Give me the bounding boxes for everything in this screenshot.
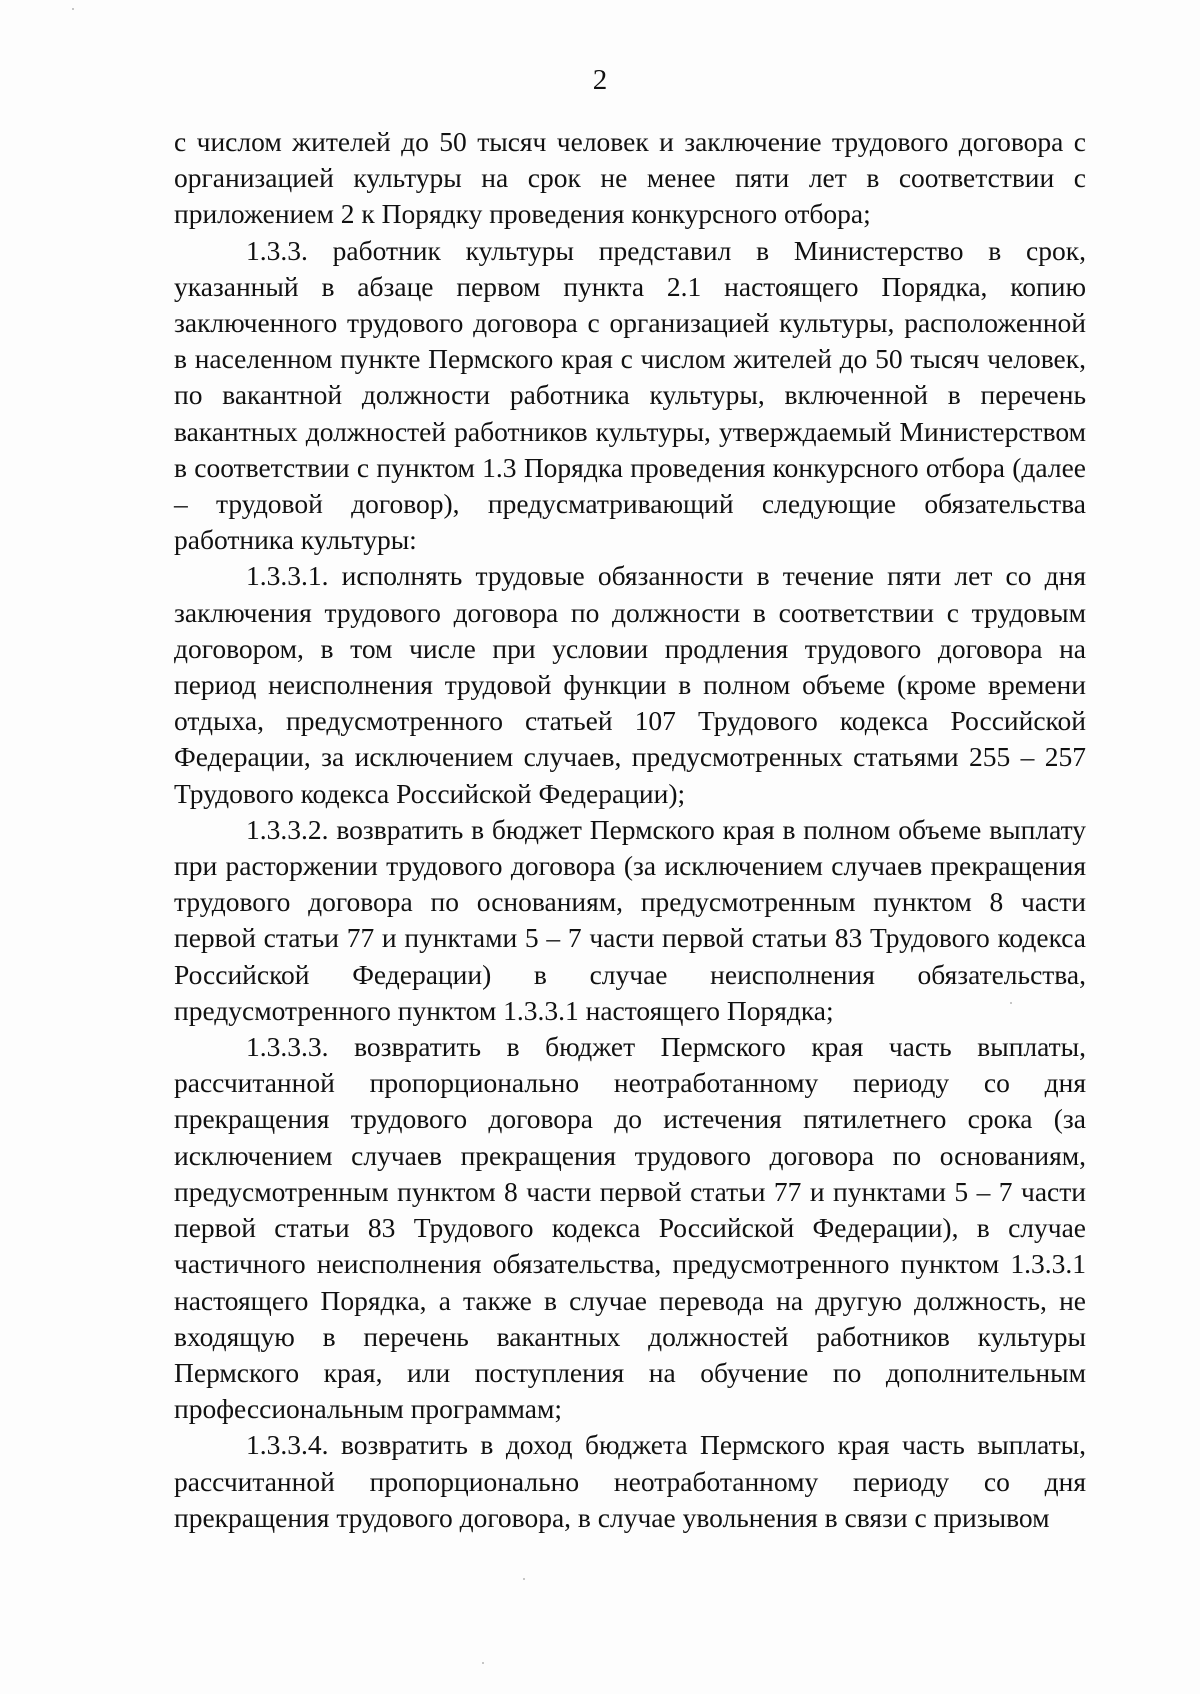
paragraph-continuation: с числом жителей до 50 тысяч человек и заключение трудового договора с организацией культуры на срок не менее пяти лет в соответствии с приложением 2 к Порядку проведения конкурсного отбора; [174, 126, 1086, 230]
scan-speck [523, 1578, 525, 1580]
scan-speck [1010, 1002, 1012, 1004]
document-body [174, 124, 1086, 1536]
paragraph-1-3-3-4: 1.3.3.4. возвратить в доход бюджета Пермского края часть выплаты, рассчитанной пропорционально неотработанному периоду со дня прекращения трудового договора, в случае увольнения в связи с призывом [174, 1429, 1086, 1533]
scan-speck [482, 1662, 484, 1664]
scan-speck [72, 8, 74, 10]
paragraph-1-3-3-3: 1.3.3.3. возвратить в бюджет Пермского края часть выплаты, рассчитанной пропорционально неотработанному периоду со дня прекращения трудового договора до истечения пятилетнего срока (за исключением случаев прекращения трудового договора по основаниям, предусмотренным пунктом 8 части первой статьи 77 и пунктами 5 – 7 части первой статьи 83 Трудового кодекса Российской Федерации), в случае частичного неисполнения обязательства, предусмотренного пунктом 1.3.3.1 настоящего Порядка, а также в случае перевода на другую должность, не входящую в перечень вакантных должностей работников культуры Пермского края, или поступления на обучение по дополнительным профессиональным программам; [174, 1031, 1086, 1425]
page-number: 2 [592, 64, 608, 96]
paragraph-1-3-3-2: 1.3.3.2. возвратить в бюджет Пермского края в полном объеме выплату при расторжении трудового договора (за исключением случаев прекращения трудового договора по основаниям, предусмотренным пунктом 8 части первой статьи 77 и пунктами 5 – 7 части первой статьи 83 Трудового кодекса Российской Федерации) в случае неисполнения обязательства, предусмотренного пунктом 1.3.3.1 настоящего Порядка; [174, 813, 1086, 1026]
paragraph-1-3-3-1: 1.3.3.1. исполнять трудовые обязанности в течение пяти лет со дня заключения трудового договора по должности в соответствии с трудовым договором, в том числе при условии продления трудового договора на период неисполнения трудовой функции в полном объеме (кроме времени отдыха, предусмотренного статьей 107 Трудового кодекса Российской Федерации, за исключением случаев, предусмотренных статьями 255 – 257 Трудового кодекса Российской Федерации); [174, 560, 1086, 809]
paragraph-1-3-3: 1.3.3. работник культуры представил в Министерство в срок, указанный в абзаце первом пункта 2.1 настоящего Порядка, копию заключенного трудового договора с организацией культуры, расположенной в населенном пункте Пермского края с числом жителей до 50 тысяч человек, по вакантной должности работника культуры, включенной в перечень вакантных должностей работников культуры, утверждаемый Министерством в соответствии с пунктом 1.3 Порядка проведения конкурсного отбора (далее – трудовой договор), предусматривающий следующие обязательства работника культуры: [174, 234, 1086, 556]
